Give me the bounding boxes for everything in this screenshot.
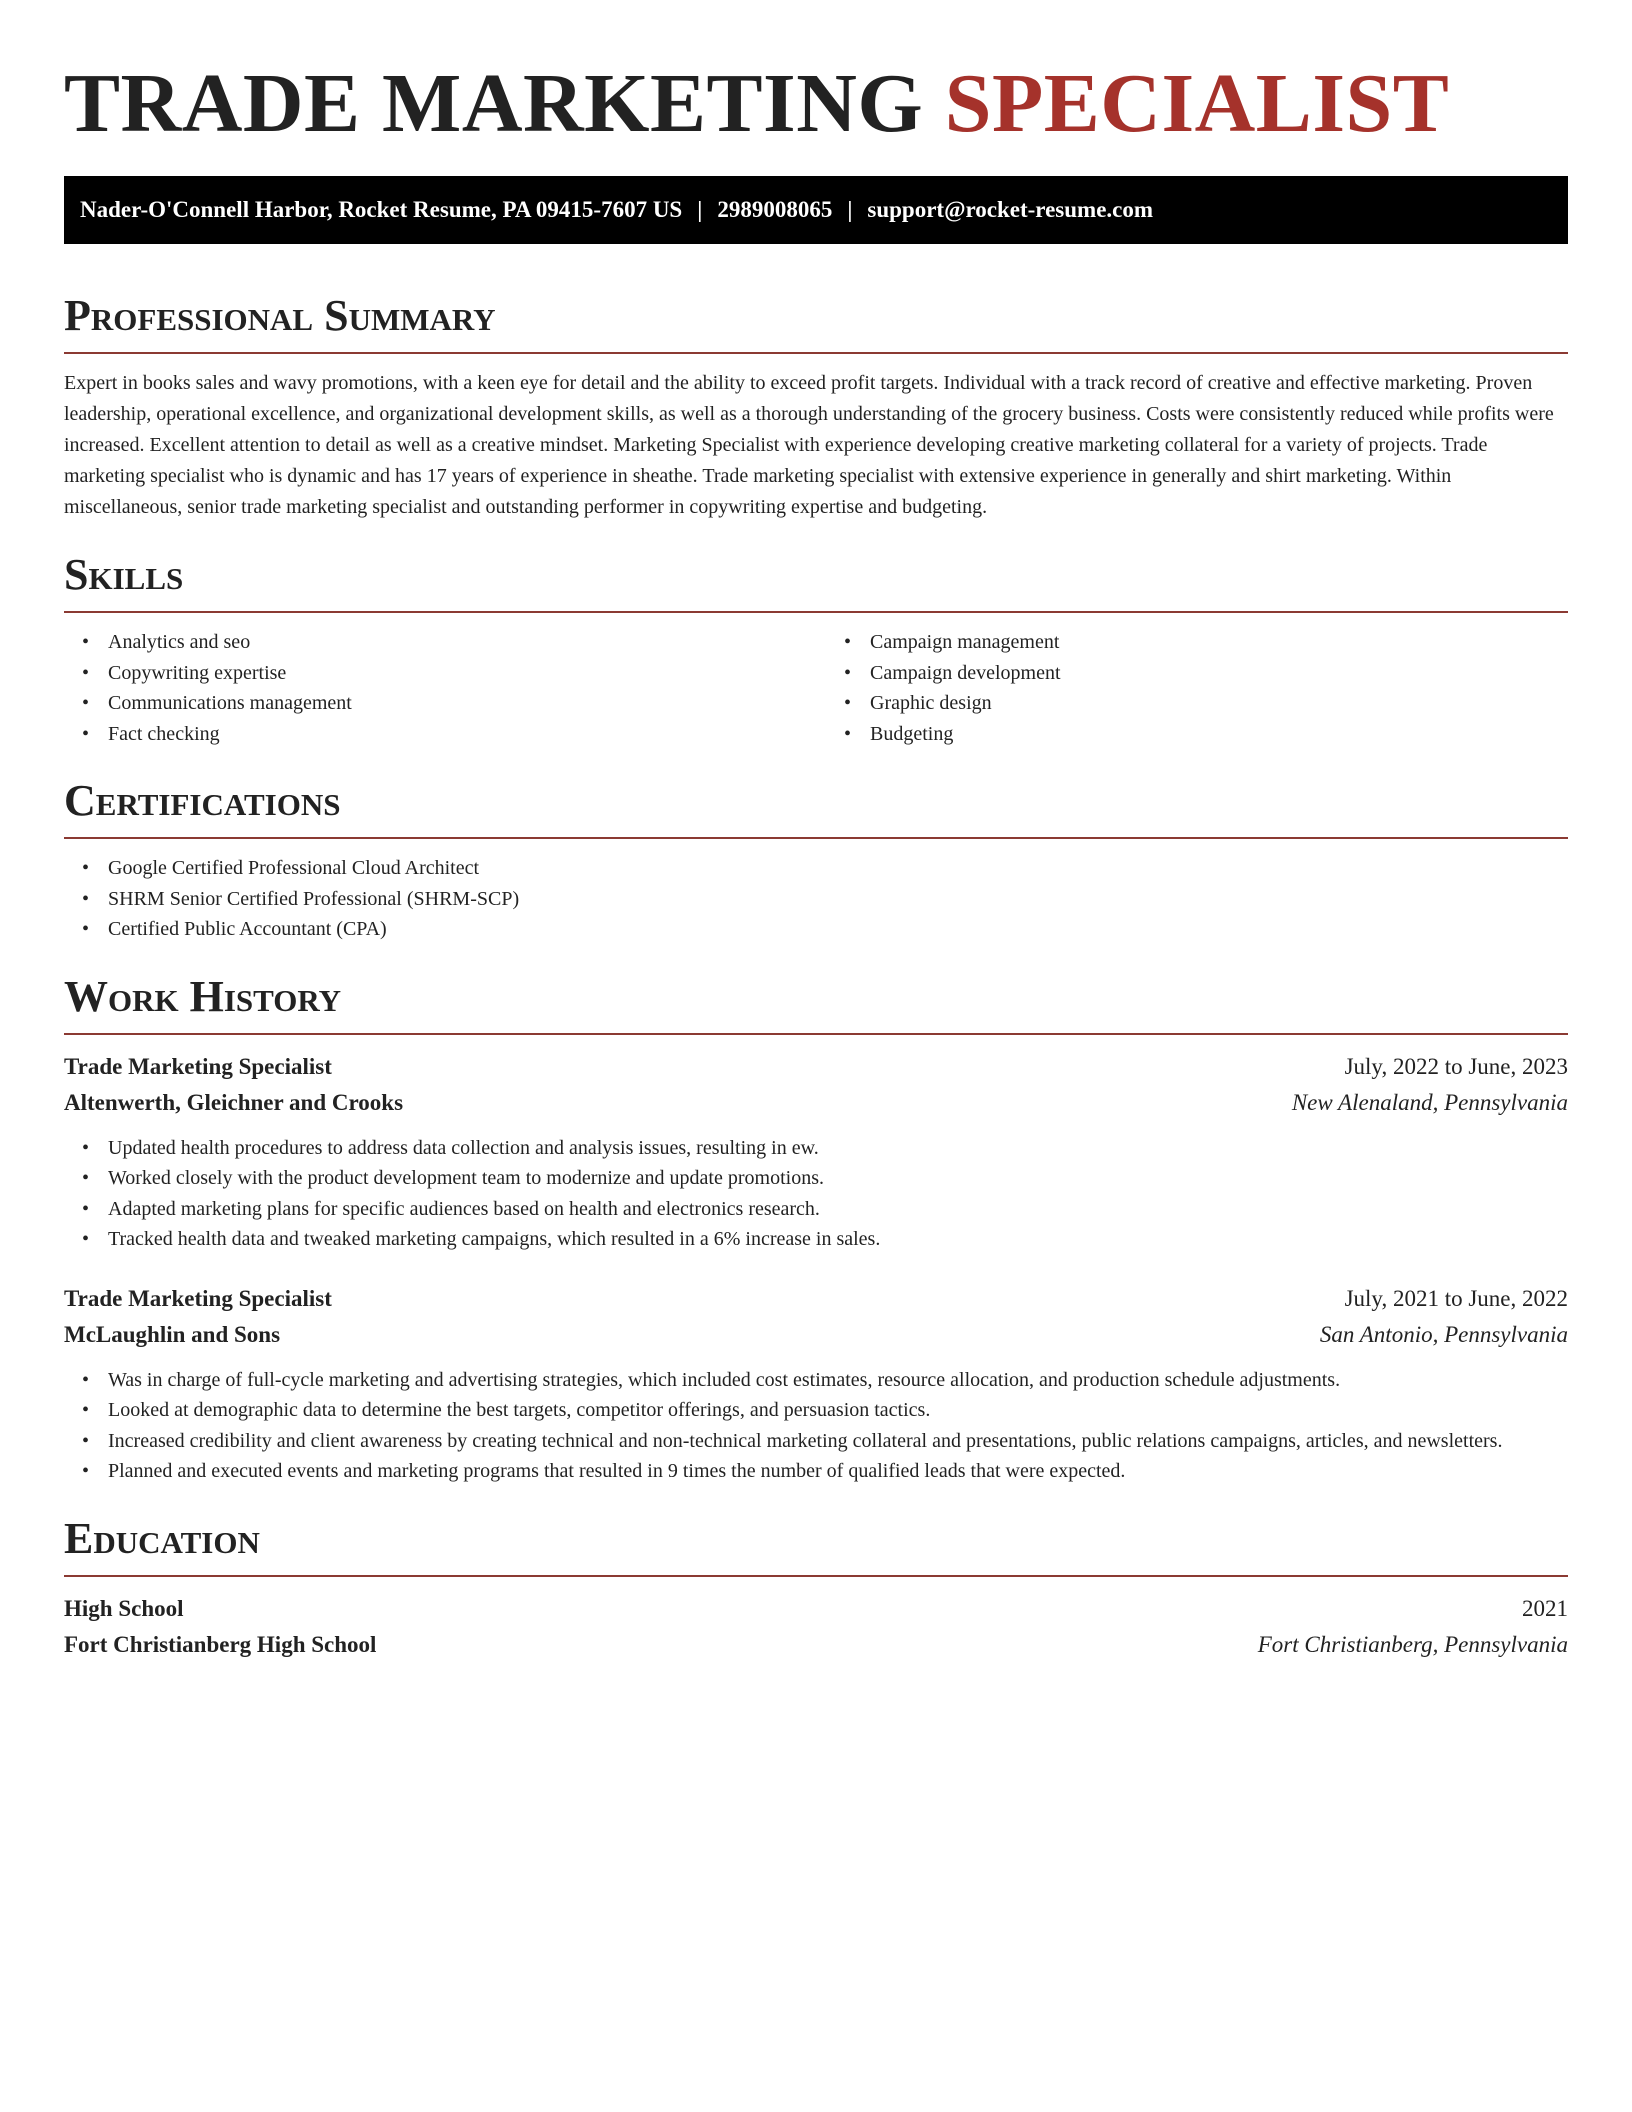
job-bullet: • Increased credibility and client awareness by creating technical and non-technical marketing collateral and presentations, public relations campaigns, articles, and newsletters. <box>108 1426 1568 1457</box>
education-section <box>64 1513 1568 1663</box>
section-divider <box>64 1575 1568 1577</box>
job-entry <box>64 1049 1568 1255</box>
job-title: Trade Marketing Specialist <box>64 1053 332 1079</box>
skill-item: • Campaign management <box>870 627 1568 658</box>
contact-bar <box>64 176 1568 244</box>
contact-address: Nader-O'Connell Harbor, Rocket Resume, PA 09415-7607 US <box>80 197 683 222</box>
contact-phone: 2989008065 <box>717 197 833 222</box>
job-bullets <box>64 1133 1568 1255</box>
certification-item: • SHRM Senior Certified Professional (SHRM-SCP) <box>108 884 1568 915</box>
job-dates: July, 2022 to June, 2023 <box>1344 1053 1568 1079</box>
title-accent: SPECIALIST <box>944 57 1450 150</box>
certifications-heading: Certifications <box>64 776 341 825</box>
skill-item: • Budgeting <box>870 719 1568 750</box>
job-bullet: • Was in charge of full-cycle marketing and advertising strategies, which included cost estimates, resource allocation, and production schedule adjustments. <box>108 1365 1568 1396</box>
summary-section <box>64 290 1568 523</box>
skills-list-left <box>64 627 806 749</box>
job-location: New Alenaland, Pennsylvania <box>1291 1089 1568 1115</box>
job-title: Trade Marketing Specialist <box>64 1285 332 1311</box>
work-history-heading: Work History <box>64 971 342 1021</box>
job-bullet: • Adapted marketing plans for specific audiences based on health and electronics research. <box>108 1194 1568 1225</box>
education-location: Fort Christianberg, Pennsylvania <box>1257 1631 1568 1657</box>
skill-item: • Analytics and seo <box>108 627 806 658</box>
skill-item: • Fact checking <box>108 719 806 750</box>
job-company: McLaughlin and Sons <box>64 1321 281 1347</box>
job-bullets <box>64 1365 1568 1487</box>
certifications-section <box>64 775 1568 945</box>
contact-separator: | <box>847 197 853 222</box>
skill-item: • Graphic design <box>870 688 1568 719</box>
job-bullet: • Tracked health data and tweaked marketing campaigns, which resulted in a 6% increase in sales. <box>108 1224 1568 1255</box>
job-dates: July, 2021 to June, 2022 <box>1344 1285 1568 1311</box>
section-divider <box>64 352 1568 354</box>
job-bullet: • Planned and executed events and marketing programs that resulted in 9 times the number of qualified leads that were expected. <box>108 1456 1568 1487</box>
section-divider <box>64 1033 1568 1035</box>
job-location: San Antonio, Pennsylvania <box>1319 1321 1568 1347</box>
work-history-section <box>64 971 1568 1487</box>
job-title-row <box>64 1049 1568 1085</box>
job-bullet: • Looked at demographic data to determine the best targets, competitor offerings, and persuasion tactics. <box>108 1395 1568 1426</box>
certification-item: • Google Certified Professional Cloud Architect <box>108 853 1568 884</box>
resume-title <box>64 56 1568 152</box>
skills-heading: Skills <box>64 550 184 599</box>
education-school-row <box>64 1627 1568 1663</box>
job-company-row <box>64 1085 1568 1121</box>
job-company-row <box>64 1317 1568 1353</box>
job-company: Altenwerth, Gleichner and Crooks <box>64 1089 404 1115</box>
education-year: 2021 <box>1522 1595 1568 1621</box>
contact-separator: | <box>697 197 703 222</box>
job-entry <box>64 1281 1568 1487</box>
education-heading: Education <box>64 1513 260 1563</box>
skill-item: • Copywriting expertise <box>108 658 806 689</box>
summary-text: Expert in books sales and wavy promotions, with a keen eye for detail and the ability to exceed profit targets. Individual with a track record of creative and effective marketing. Proven leadership, operational excellence, and organizational development skills, as well as a thorough understanding of the grocery business. Costs were consistently reduced while profits were increased. Excellent attention to detail as well as a creative mindset. Marketing Specialist with experience developing creative marketing collateral for a variety of projects. Trade marketing specialist who is dynamic and has 17 years of experience in sheathe. Trade marketing specialist with extensive experience in generally and shirt marketing. Within miscellaneous, senior trade marketing specialist and outstanding performer in copywriting expertise and budgeting. <box>64 372 1554 518</box>
skill-item: • Communications management <box>108 688 806 719</box>
section-divider <box>64 611 1568 613</box>
skills-list-right <box>826 627 1568 749</box>
education-degree: High School <box>64 1595 184 1621</box>
education-school: Fort Christianberg High School <box>64 1631 377 1657</box>
skills-section <box>64 549 1568 749</box>
title-main: TRADE MARKETING <box>64 57 924 150</box>
skills-grid <box>64 627 1568 749</box>
certification-item: • Certified Public Accountant (CPA) <box>108 914 1568 945</box>
summary-heading: Professional Summary <box>64 291 496 340</box>
contact-email: support@rocket-resume.com <box>867 197 1154 222</box>
job-bullet: • Worked closely with the product development team to modernize and update promotions. <box>108 1163 1568 1194</box>
certifications-list <box>64 853 1568 945</box>
education-degree-row <box>64 1591 1568 1627</box>
section-divider <box>64 837 1568 839</box>
job-title-row <box>64 1281 1568 1317</box>
job-bullet: • Updated health procedures to address data collection and analysis issues, resulting in ew. <box>108 1133 1568 1164</box>
skill-item: • Campaign development <box>870 658 1568 689</box>
